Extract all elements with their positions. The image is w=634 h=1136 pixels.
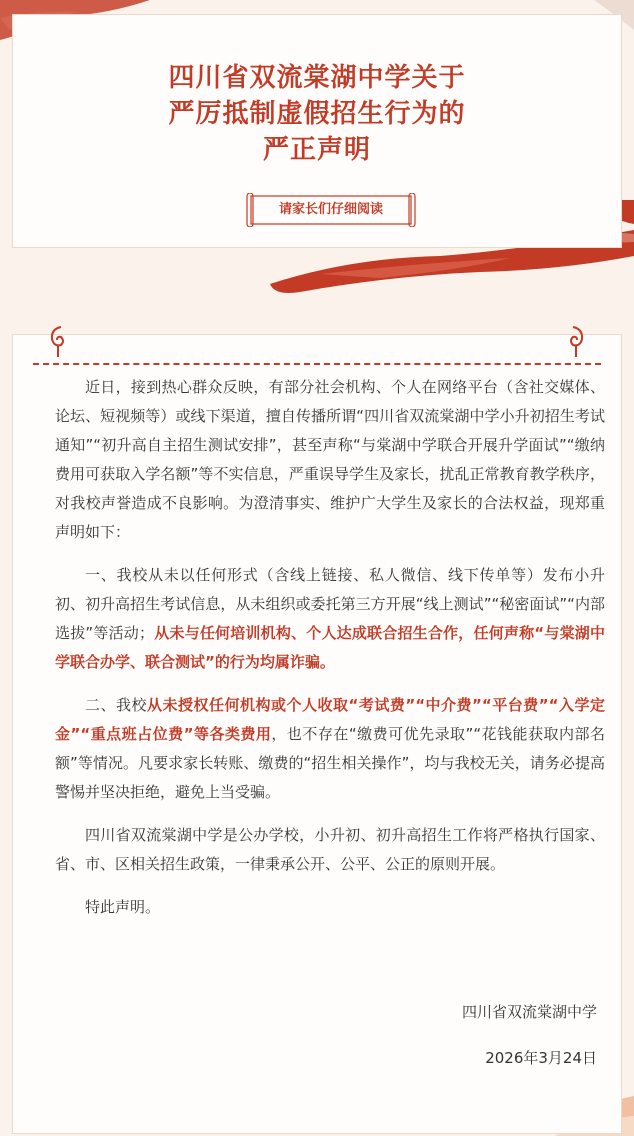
point-1-text: 一、我校从未以任何形式（含线上链接、私人微信、线下传单等）发布小升初、初升高招生考试信息，从未组织或委托第三方开展“线上测试”“秘密面试”“内部选拔”等活动； [55,566,605,642]
paragraph-closing: 特此声明。 [85,898,161,916]
signature: 四川省双流棠湖中学 [461,1003,597,1021]
paragraph-intro: 近日，接到热心群众反映，有部分社会机构、个人在网络平台（含社交媒体、论坛、短视频等）或线下渠道，擅自传播所谓“四川省双流棠湖中学小升初招生考试通知”“初升高自主招生测试安排”，甚至声称“与棠湖中学联合开展升学面试”“缴纳费用可获取入学名额”等不实信息，严重误导学生及家长，扰乱正常教育教学秩序，对我校声誉造成不良影响。为澄清事实、维护广大学生及家长的合法权益，现郑重声明如下： [55,378,605,541]
dashed-divider [33,363,601,365]
scroll-ornament-right-icon [565,323,587,359]
point-2-emphasis: 从未授权任何机构或个人收取“考试费”“中介费”“平台费”“入学定金”“重点班占位费”等各类费用 [55,696,605,743]
statement-date: 2026年3月24日 [485,1049,597,1067]
paragraph-point-2 [55,691,605,807]
title-line-2: 严厉抵制虚假招生行为的 [168,99,466,129]
paragraph-public-school: 四川省双流棠湖中学是公办学校，小升初、初升高招生工作将严格执行国家、省、市、区相关招生政策，一律秉承公开、公平、公正的原则开展。 [55,826,605,873]
title-line-1: 四川省双流棠湖中学关于 [168,63,466,93]
subtitle-scroll-banner [245,193,417,227]
title-card [12,14,622,248]
point-1-emphasis: 从未与任何培训机构、个人达成联合招生合作，任何声称“与棠湖中学联合办学、联合测试”的行为均属诈骗。 [55,624,605,671]
statement-card [12,334,622,1134]
title-line-3: 严正声明 [262,135,371,165]
point-2-text: ，也不存在“缴费可优先录取”“花钱能获取内部名额”等情况。凡要求家长转账、缴费的“招生相关操作”，均与我校无关，请务必提高警惕并坚决拒绝，避免上当受骗。 [55,725,605,801]
statement-body [55,373,605,936]
subtitle-text: 请家长们仔细阅读 [278,202,383,217]
paragraph-point-1 [55,561,605,677]
scroll-ornament-left-icon [47,323,69,359]
point-2-lead: 二、我校 [85,696,147,714]
